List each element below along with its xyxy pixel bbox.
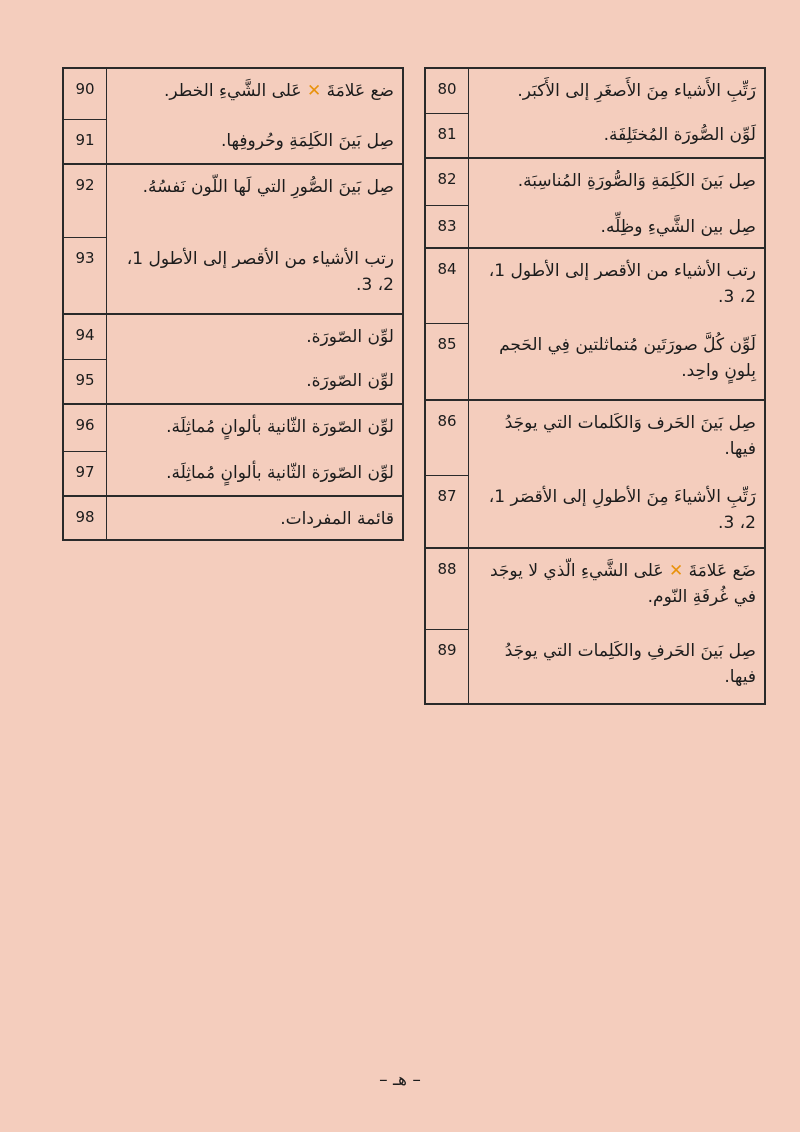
entry-title: رتب الأشياء من الأقصر إلى الأطول 1، 2، 3. bbox=[488, 261, 756, 307]
toc-row bbox=[426, 475, 764, 547]
entry-number: 94 bbox=[64, 315, 107, 359]
toc-group bbox=[426, 399, 764, 547]
entry-title: لوِّن الصّورَة. bbox=[306, 327, 394, 347]
entry-number: 98 bbox=[64, 497, 107, 539]
entry-title: لوِّن الصّورَة. bbox=[306, 371, 394, 391]
toc-row bbox=[64, 119, 402, 163]
toc-row bbox=[426, 205, 764, 247]
toc-row bbox=[64, 405, 402, 451]
cross-mark-icon: ✕ bbox=[306, 81, 322, 101]
toc-row bbox=[64, 237, 402, 313]
entry-title: لَوِّن الصُّورَة المُختَلِفَة. bbox=[603, 125, 756, 145]
toc-group bbox=[426, 69, 764, 157]
toc-row bbox=[426, 629, 764, 703]
entry-number: 83 bbox=[426, 205, 469, 247]
entry-title: رتب الأشياء من الأقصر إلى الأطول 1، 2، 3. bbox=[126, 249, 394, 295]
toc-row bbox=[64, 451, 402, 495]
toc-row bbox=[426, 549, 764, 629]
entry-number: 96 bbox=[64, 405, 107, 451]
toc-row bbox=[426, 113, 764, 157]
page-number: – هـ – bbox=[379, 1070, 421, 1090]
toc-group bbox=[426, 547, 764, 703]
toc-row bbox=[64, 165, 402, 237]
entry-title: صِل بَينَ الحَرف وَالكَلمات التي يوجَدُ فيها. bbox=[504, 413, 756, 459]
entry-title: صِل بين الشَّيءِ وظِلِّه. bbox=[600, 217, 756, 237]
toc-group bbox=[426, 247, 764, 399]
toc-group bbox=[64, 69, 402, 163]
toc-table-left bbox=[62, 67, 404, 541]
entry-title: رَتِّبِ الأشياءَ مِنَ الأطولِ إلى الأقصَر 1، 2، 3. bbox=[488, 487, 756, 533]
entry-number: 80 bbox=[426, 69, 469, 113]
toc-row bbox=[64, 497, 402, 539]
entry-number: 82 bbox=[426, 159, 469, 205]
entry-number: 86 bbox=[426, 401, 469, 475]
toc-row bbox=[426, 69, 764, 113]
entry-number: 91 bbox=[64, 119, 107, 163]
toc-group bbox=[64, 403, 402, 495]
entry-number: 87 bbox=[426, 475, 469, 547]
toc-group bbox=[64, 313, 402, 403]
toc-row bbox=[64, 359, 402, 403]
entry-number: 85 bbox=[426, 323, 469, 399]
toc-row bbox=[64, 315, 402, 359]
entry-number: 90 bbox=[64, 69, 107, 119]
entry-number: 95 bbox=[64, 359, 107, 403]
toc-row bbox=[426, 401, 764, 475]
cross-mark-icon: ✕ bbox=[668, 561, 684, 581]
toc-group bbox=[64, 163, 402, 313]
toc-row bbox=[426, 159, 764, 205]
entry-title: لوِّن الصّورَة الثّانية بألوانٍ مُماثِلَة. bbox=[166, 417, 394, 437]
entry-title: ضَع عَلامَةَ ✕ عَلى الشَّيءِ الّذي لا يوجَد في غُرفَةِ النّوم. bbox=[489, 561, 756, 607]
entry-number: 92 bbox=[64, 165, 107, 237]
toc-group bbox=[64, 495, 402, 539]
toc-row bbox=[64, 69, 402, 119]
entry-title: صِل بَينَ الكَلِمَةِ وَالصُّورَةِ المُناسِبَة. bbox=[517, 171, 756, 191]
entry-number: 89 bbox=[426, 629, 469, 703]
entry-number: 97 bbox=[64, 451, 107, 495]
toc-row bbox=[426, 249, 764, 323]
entry-number: 81 bbox=[426, 113, 469, 157]
entry-title: صِل بَينَ الصُّورِ التي لَها اللّون نَفسُهُ. bbox=[142, 177, 394, 197]
entry-title: صِل بَينَ الحَرفِ والكَلِمات التي يوجَدُ فيها. bbox=[504, 641, 756, 687]
entry-number: 93 bbox=[64, 237, 107, 313]
toc-row bbox=[426, 323, 764, 399]
toc-group bbox=[426, 157, 764, 247]
entry-title: لوِّن الصّورَة الثّانية بألوانٍ مُماثِلَة. bbox=[166, 463, 394, 483]
entry-number: 84 bbox=[426, 249, 469, 323]
entry-title: صِل بَينَ الكَلِمَةِ وحُروفِها. bbox=[220, 131, 394, 151]
entry-title: رَتِّبِ الأَشياء مِنَ الأَصغَرِ إلى الأَكبَر. bbox=[517, 81, 756, 101]
entry-title: ضع عَلامَةَ ✕ عَلى الشَّيءِ الخطر. bbox=[163, 81, 394, 101]
entry-number: 88 bbox=[426, 549, 469, 629]
toc-table-right bbox=[424, 67, 766, 705]
entry-title: قائمة المفردات. bbox=[280, 509, 394, 529]
entry-title: لَوِّن كُلَّ صورَتَين مُتماثلتين فِي الحَجم بِلونٍ واحِد. bbox=[499, 335, 756, 381]
